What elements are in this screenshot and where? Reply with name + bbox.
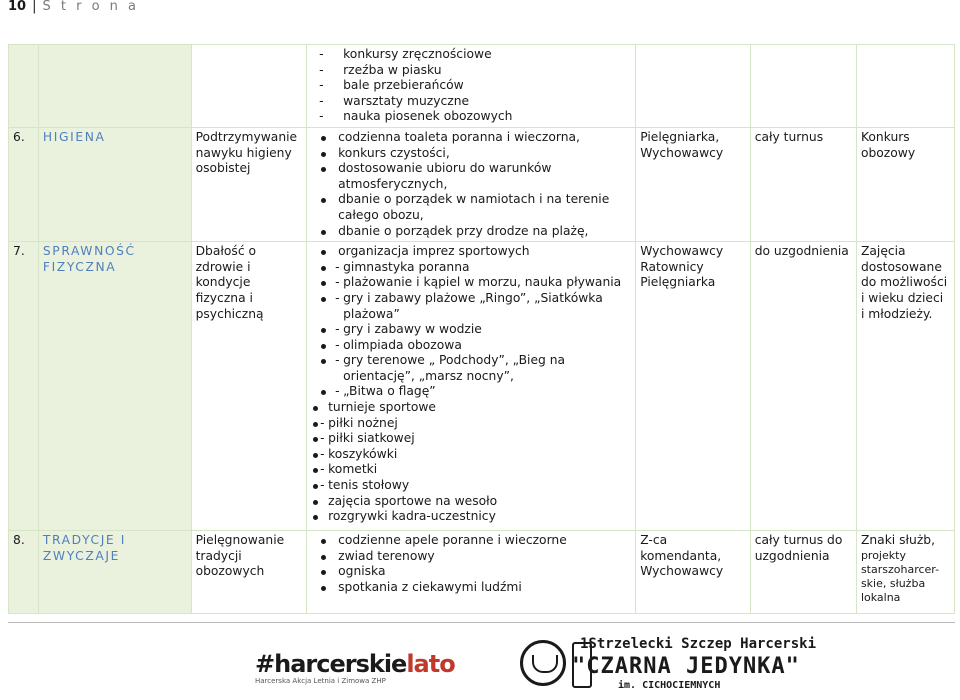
row-result-detail: projekty starszoharcer-skie, służba lokalna (860, 548, 940, 604)
page-word: S t r o n a (42, 0, 139, 14)
logo-hash-text: #harcerskie (255, 650, 407, 678)
list-item: rozgrywki kadra-uczestnicy (311, 509, 631, 525)
row-result: Konkurs obozowy (856, 127, 954, 241)
footer-divider (8, 622, 955, 623)
row-result: Zajęcia dostosowane do możliwości i wieku dzieci i młodzieży. (856, 242, 954, 531)
activities-list (311, 130, 631, 239)
list-item: konkurs czystości, (311, 146, 631, 162)
sub-activities-list (311, 260, 631, 400)
scout-emblem-icon (520, 640, 566, 686)
row-number: 7. (9, 242, 39, 531)
list-item: turnieje sportowe - piłki nożnej - piłki siatkowej - koszykówki - kometki - tenis stołowy (311, 400, 631, 494)
list-item: - gry i zabawy w wodzie (311, 322, 631, 338)
table-row (9, 127, 955, 241)
header-separator: | (32, 0, 37, 14)
list-item: dbanie o porządek w namiotach i na terenie całego obozu, (311, 192, 631, 223)
row-title: HIGIENA (38, 127, 191, 241)
list-item: - gimnastyka poranna (311, 260, 631, 276)
logo-accent-text: lato (406, 650, 455, 678)
row-responsible-line: Wychowawcy (640, 244, 724, 259)
logo-line-3: im. CICHOCIEMNYCH (618, 680, 721, 691)
list-item: - konkursy zręcznościowe (319, 47, 492, 61)
row-goal: Podtrzymywanie nawyku higieny osobistej (191, 127, 307, 241)
row-when: cały turnus do uzgodnienia (750, 531, 856, 614)
logo-subtitle: Harcerska Akcja Letnia i Zimowa ZHP (255, 677, 386, 685)
list-item: - piłki siatkowej (311, 431, 631, 447)
list-item: dbanie o porządek przy drodze na plażę, (311, 224, 631, 240)
row-title: SPRAWNOŚĆ FIZYCZNA (38, 242, 191, 531)
plan-table (8, 44, 955, 614)
list-item: - kometki (311, 462, 631, 478)
list-item: zwiad terenowy (311, 549, 631, 565)
activities-list (311, 533, 631, 595)
sub-activities-list (311, 416, 631, 494)
list-item: codzienna toaleta poranna i wieczorna, (311, 130, 631, 146)
list-item: spotkania z ciekawymi ludźmi (311, 580, 631, 596)
row-title: TRADYCJE I ZWYCZAJE (38, 531, 191, 614)
list-item: dostosowanie ubioru do warunków atmosferycznych, (311, 161, 631, 192)
row-responsible: Z-ca komendanta, Wychowawcy (636, 531, 751, 614)
activities-list (311, 244, 631, 400)
logo-line-2: "CZARNA JEDYNKA" (572, 654, 800, 679)
page-number: 10 (8, 0, 27, 14)
list-item: - warsztaty muzyczne (319, 93, 470, 108)
row-goal: Pielęgnowanie tradycji obozowych (191, 531, 307, 614)
activities-list (311, 47, 631, 125)
list-item: - nauka piosenek obozowych (319, 109, 513, 124)
list-item: - bale przebierańców (319, 78, 464, 93)
list-item: codzienne apele poranne i wieczorne (311, 533, 631, 549)
list-item: - olimpiada obozowa (311, 338, 631, 354)
list-item: ogniska (311, 564, 631, 580)
list-item: - gry i zabawy plażowe „Ringo”, „Siatkówka plażowa” (311, 291, 631, 322)
list-item: - koszykówki (311, 447, 631, 463)
activities-list-2 (311, 400, 631, 525)
row-number: 8. (9, 531, 39, 614)
list-item: - rzeźba w piasku (319, 62, 442, 77)
page-header (8, 0, 139, 14)
list-item: zajęcia sportowe na wesoło (311, 494, 631, 510)
logo-line-1: 1Strzelecki Szczep Harcerski (580, 636, 817, 652)
row-responsible-line: Pielęgniarka (640, 275, 716, 290)
list-item: - plażowanie i kąpiel w morzu, nauka pływania (311, 275, 631, 291)
list-item: - gry terenowe „ Podchody”, „Bieg na orientację”, „marsz nocny”, (311, 353, 631, 384)
row-responsible: Pielęgniarka, Wychowawcy (636, 127, 751, 241)
list-item: - tenis stołowy (311, 478, 631, 494)
row-goal: Dbałość o zdrowie i kondycje fizyczna i psychiczną (191, 242, 307, 531)
row-responsible-line: Ratownicy (640, 259, 704, 274)
row-number: 6. (9, 127, 39, 241)
table-row-continued (9, 45, 955, 128)
table-row (9, 531, 955, 614)
row-when: do uzgodnienia (750, 242, 856, 531)
list-item: - „Bitwa o flagę” (311, 384, 631, 400)
list-item: - piłki nożnej (311, 416, 631, 432)
list-item: organizacja imprez sportowych - gimnastyka poranna - plażowanie i kąpiel w morzu, nauka pływania - gry i zabawy plażowe „Ringo”, „Siatkówka plażowa” - gry i zabawy w wodzie - olimpiada obozowa - gry terenowe „ Podchody”, „Bieg na orientację”, „marsz nocny”, - „Bitwa o flagę” (311, 244, 631, 400)
czarna-jedynka-logo (520, 632, 817, 694)
row-when: cały turnus (750, 127, 856, 241)
table-row (9, 242, 955, 531)
harcerskie-lato-logo (255, 651, 455, 686)
row-result: Znaki służb, (860, 533, 936, 548)
